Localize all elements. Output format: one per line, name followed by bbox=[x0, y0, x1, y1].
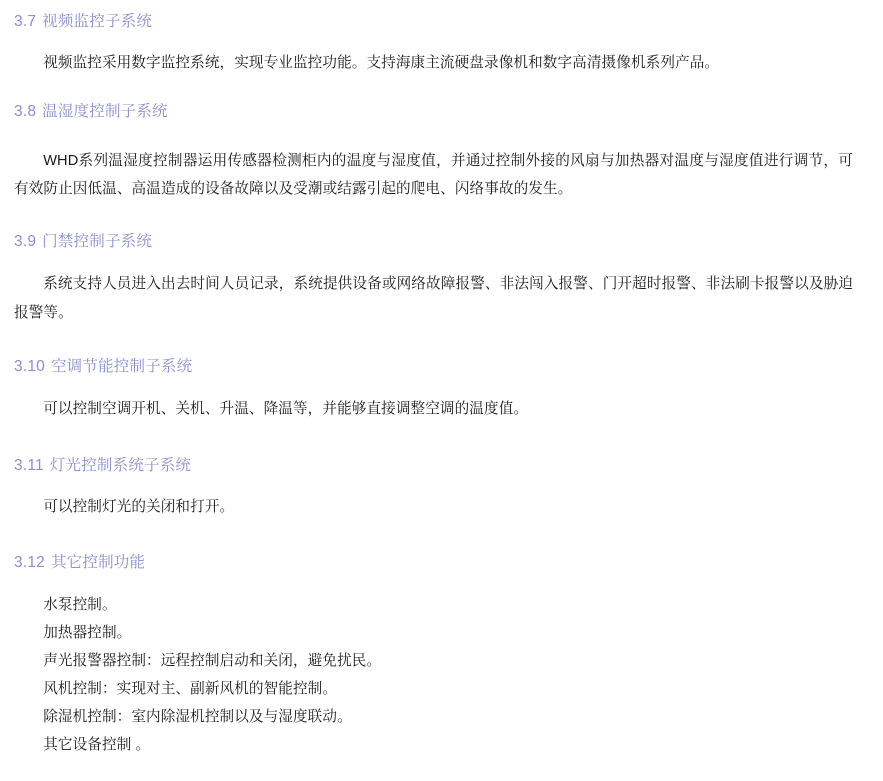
list-item: 除湿机控制：室内除湿机控制以及与湿度联动。 bbox=[43, 708, 352, 725]
paragraph: WHD系列温湿度控制器运用传感器检测柜内的温度与湿度值，并通过控制外接的风扇与加热器对温度与湿度值进行调节，可有效防止因低温、高温造成的设备故障以及受潮或结露引起的爬电、闪络事故的发生。 bbox=[14, 152, 853, 198]
list-item: 声光报警器控制：远程控制启动和关闭，避免扰民。 bbox=[43, 652, 382, 669]
section-heading-3-7 bbox=[14, 10, 853, 33]
section-number: 3.12 bbox=[14, 554, 45, 572]
section-3-8 bbox=[14, 100, 853, 204]
section-number: 3.9 bbox=[14, 232, 37, 250]
section-heading-3-12 bbox=[14, 551, 853, 574]
section-title: 门禁控制子系统 bbox=[42, 232, 153, 250]
section-title: 空调节能控制子系统 bbox=[50, 358, 193, 376]
list-item: 其它设备控制 。 bbox=[43, 736, 151, 753]
section-3-11 bbox=[14, 454, 853, 522]
section-3-7 bbox=[14, 10, 853, 78]
list-item: 水泵控制。 bbox=[43, 596, 117, 613]
section-title: 灯光控制系统子系统 bbox=[49, 456, 192, 474]
section-heading-3-10 bbox=[14, 355, 853, 378]
list-item: 风机控制：实现对主、副新风机的智能控制。 bbox=[43, 680, 338, 697]
section-number: 3.8 bbox=[14, 102, 37, 120]
paragraph: 视频监控采用数字监控系统，实现专业监控功能。支持海康主流硬盘录像机和数字高清摄像机系列产品。 bbox=[43, 55, 720, 72]
list-item: 加热器控制。 bbox=[43, 624, 132, 641]
section-number: 3.11 bbox=[14, 456, 44, 474]
section-3-9 bbox=[14, 230, 853, 327]
section-heading-3-8 bbox=[14, 100, 853, 123]
section-3-10 bbox=[14, 355, 853, 424]
section-number: 3.10 bbox=[14, 358, 45, 376]
section-number: 3.7 bbox=[14, 13, 37, 30]
section-heading-3-11 bbox=[14, 454, 853, 477]
section-title: 其它控制功能 bbox=[50, 554, 146, 572]
paragraph: 可以控制空调开机、关机、升温、降温等，并能够直接调整空调的温度值。 bbox=[43, 401, 529, 418]
section-title: 温湿度控制子系统 bbox=[42, 102, 168, 120]
paragraph: 系统支持人员进入出去时间人员记录，系统提供设备或网络故障报警、非法闯入报警、门开超时报警、非法刷卡报警以及胁迫报警等。 bbox=[14, 276, 853, 321]
section-heading-3-9 bbox=[14, 230, 853, 253]
paragraph: 可以控制灯光的关闭和打开。 bbox=[43, 498, 235, 515]
section-title: 视频监控子系统 bbox=[42, 13, 153, 30]
section-3-12 bbox=[14, 551, 853, 758]
